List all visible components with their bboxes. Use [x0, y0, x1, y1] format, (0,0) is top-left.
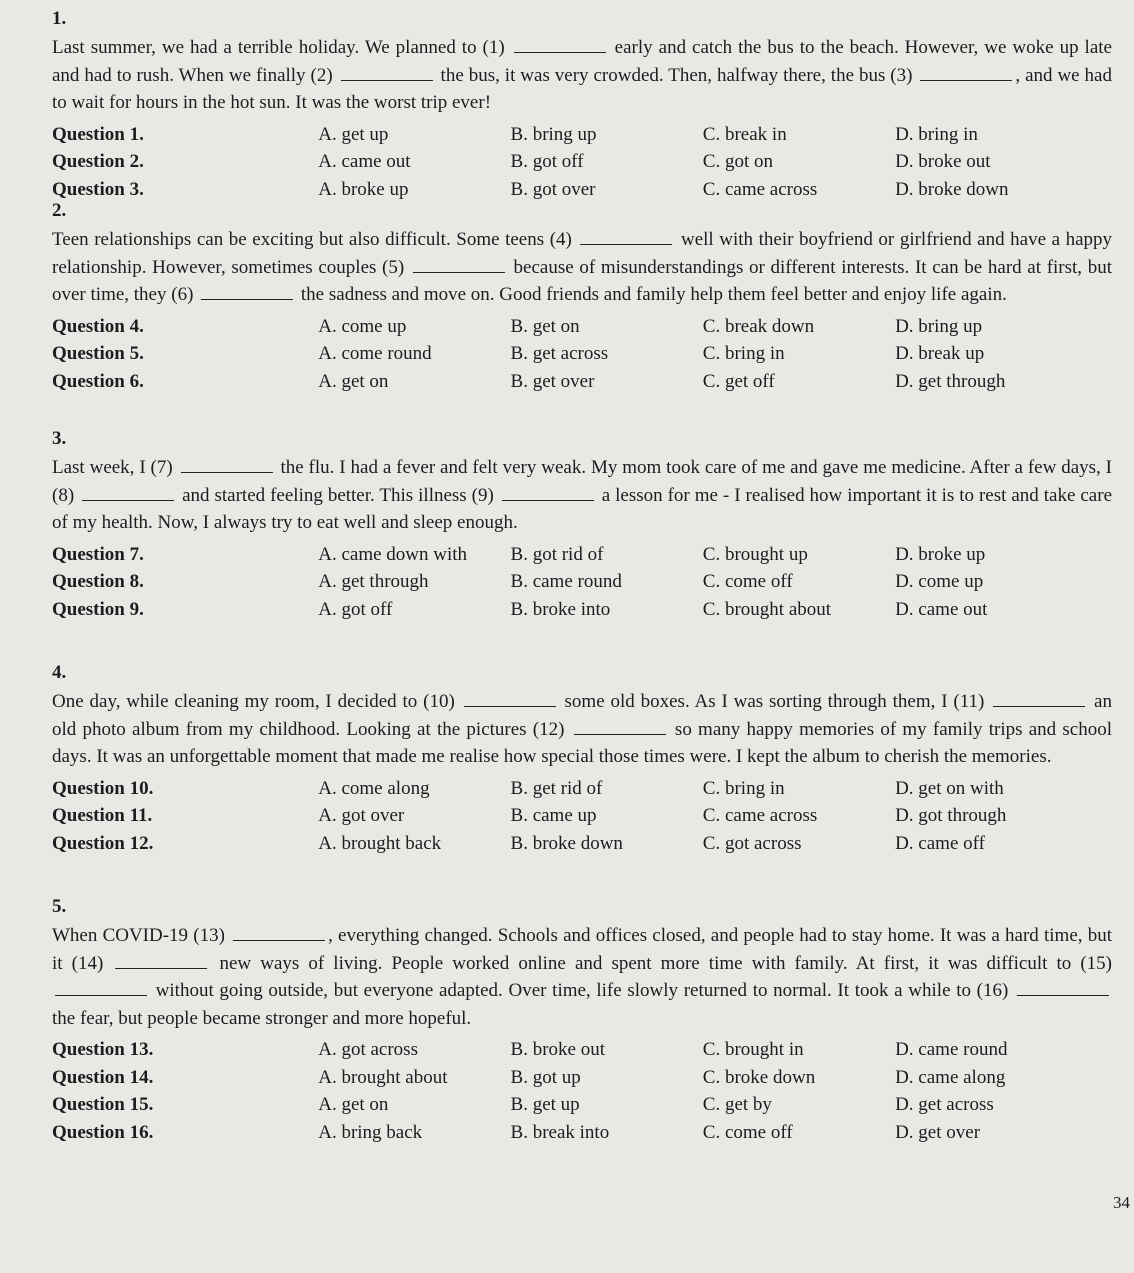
- answer-blank: [341, 64, 433, 81]
- answer-blank: [514, 36, 606, 53]
- option-b: B. get up: [510, 1094, 580, 1115]
- option-b: B. got over: [510, 178, 596, 200]
- option-c: C. bring in: [702, 343, 785, 364]
- question-row: [52, 568, 1112, 596]
- option-b: B. broke out: [510, 1039, 605, 1060]
- option-d: D. broke up: [895, 543, 986, 565]
- question-row: [52, 596, 1112, 624]
- option-a: A. get on: [318, 1094, 389, 1115]
- passage: Last summer, we had a terrible holiday. We planned to (1) early and catch the bus to the beach. However, we woke up late and had to rush. When we finally (2) the bus, it was very crowded. Then, halfway there, the bus (3) , and we had to wait for hours in the hot sun. It was the worst trip ever!: [52, 37, 1112, 113]
- question-row: [52, 368, 1112, 396]
- option-c: C. brought about: [702, 598, 832, 620]
- question-label: Question 3.: [52, 178, 144, 200]
- option-d: D. bring up: [895, 315, 983, 337]
- option-c: C. came across: [702, 178, 818, 200]
- question-row: [52, 340, 1112, 368]
- option-d: D. get over: [895, 1121, 981, 1143]
- answer-blank: [920, 64, 1012, 81]
- option-a: A. bring back: [318, 1121, 423, 1143]
- question-row: [52, 1119, 1112, 1147]
- option-b: B. get on: [510, 315, 580, 337]
- question-row: [52, 1064, 1112, 1092]
- option-c: C. got across: [702, 832, 802, 854]
- question-label: Question 5.: [52, 343, 144, 364]
- option-c: C. break down: [702, 315, 815, 337]
- answer-blank: [115, 952, 207, 969]
- question-label: Question 7.: [52, 543, 144, 565]
- option-c: C. come off: [702, 571, 793, 592]
- option-d: D. get across: [895, 1094, 994, 1115]
- option-c: C. break in: [702, 123, 787, 145]
- answer-blank: [574, 718, 666, 735]
- question-label: Question 16.: [52, 1121, 154, 1143]
- question-row: [52, 121, 1112, 149]
- option-b: B. came round: [510, 571, 622, 592]
- option-d: D. came round: [895, 1039, 1008, 1060]
- question-row: [52, 148, 1112, 176]
- option-b: B. got up: [510, 1066, 581, 1088]
- option-d: D. came along: [895, 1066, 1006, 1088]
- question-row: [52, 541, 1112, 569]
- page-number: 34: [1113, 1193, 1130, 1212]
- option-b: B. got rid of: [510, 543, 604, 565]
- option-d: D. came off: [895, 832, 985, 854]
- passage: When COVID-19 (13) , everything changed. Schools and offices closed, and people had to stay home. It was a hard time, but it (14) new ways of living. People worked online and spent more time with family. At first, it was difficult to (15) without going outside, but everyone adapted. Over time, life slowly returned to normal. It took a while to (16) the fear, but people became stronger and more hopeful.: [52, 925, 1112, 1029]
- section-number: 2.: [52, 200, 67, 221]
- passage: Last week, I (7) the flu. I had a fever and felt very weak. My mom took care of me and gave me medicine. After a few days, I (8) and started feeling better. This illness (9) a lesson for me - I realised how important it is to rest and take care of my health. Now, I always try to eat well and sleep enough.: [52, 457, 1113, 533]
- option-c: C. bring in: [702, 777, 785, 799]
- option-b: B. broke into: [510, 598, 611, 620]
- option-d: D. come up: [895, 571, 984, 592]
- question-label: Question 14.: [52, 1066, 154, 1088]
- option-b: B. got off: [510, 151, 584, 172]
- section-2: [52, 200, 1112, 395]
- section-number: 1.: [52, 8, 67, 29]
- option-b: B. came up: [510, 805, 597, 826]
- section-1: [52, 8, 1112, 203]
- answer-blank: [502, 484, 594, 501]
- option-b: B. bring up: [510, 123, 597, 145]
- answer-blank: [181, 456, 273, 473]
- section-4: [52, 662, 1112, 857]
- question-label: Question 10.: [52, 777, 154, 799]
- question-row: [52, 775, 1112, 803]
- question-row: [52, 1091, 1112, 1119]
- section-number: 3.: [52, 428, 67, 449]
- option-a: A. broke up: [318, 178, 409, 200]
- question-label: Question 1.: [52, 123, 144, 145]
- option-a: A. got over: [318, 805, 405, 826]
- option-c: C. come off: [702, 1121, 793, 1143]
- question-row: [52, 1036, 1112, 1064]
- section-5: [52, 896, 1112, 1146]
- option-a: A. come round: [318, 343, 432, 364]
- question-label: Question 15.: [52, 1094, 154, 1115]
- option-d: D. broke out: [895, 151, 991, 172]
- option-c: C. came across: [702, 805, 818, 826]
- option-a: A. come along: [318, 777, 430, 799]
- question-row: [52, 802, 1112, 830]
- option-a: A. came down with: [318, 543, 468, 565]
- option-a: A. brought back: [318, 832, 442, 854]
- answer-blank: [1017, 979, 1109, 996]
- question-label: Question 12.: [52, 832, 154, 854]
- option-b: B. broke down: [510, 832, 623, 854]
- passage: Teen relationships can be exciting but also difficult. Some teens (4) well with their boyfriend or girlfriend and have a happy relationship. However, sometimes couples (5) because of misunderstandings or different interests. It can be hard at first, but over time, they (6) the sadness and move on. Good friends and family help them feel better and enjoy life again.: [52, 229, 1113, 305]
- question-label: Question 11.: [52, 805, 153, 826]
- option-c: C. get off: [702, 370, 775, 392]
- section-number: 5.: [52, 896, 67, 917]
- answer-blank: [464, 690, 556, 707]
- question-label: Question 4.: [52, 315, 144, 337]
- answer-blank: [201, 283, 293, 300]
- option-a: A. get on: [318, 370, 389, 392]
- question-label: Question 9.: [52, 598, 144, 620]
- answer-blank: [82, 484, 174, 501]
- option-a: A. got across: [318, 1039, 418, 1060]
- option-b: B. get rid of: [510, 777, 603, 799]
- section-number: 4.: [52, 662, 67, 683]
- question-label: Question 6.: [52, 370, 144, 392]
- option-a: A. got off: [318, 598, 393, 620]
- option-d: D. break up: [895, 343, 985, 364]
- option-c: C. brought in: [702, 1039, 804, 1060]
- option-b: B. get across: [510, 343, 609, 364]
- answer-blank: [413, 256, 505, 273]
- option-b: B. break into: [510, 1121, 610, 1143]
- option-d: D. came out: [895, 598, 988, 620]
- passage: One day, while cleaning my room, I decided to (10) some old boxes. As I was sorting through them, I (11) an old photo album from my childhood. Looking at the pictures (12) so many happy memories of my family trips and school days. It was an unforgettable moment that made me realise how special those times were. I kept the album to cherish the memories.: [52, 691, 1113, 767]
- answer-blank: [55, 979, 147, 996]
- option-a: A. get up: [318, 123, 389, 145]
- option-d: D. broke down: [895, 178, 1009, 200]
- option-a: A. brought about: [318, 1066, 448, 1088]
- option-d: D. got through: [895, 805, 1007, 826]
- answer-blank: [993, 690, 1085, 707]
- option-c: C. broke down: [702, 1066, 816, 1088]
- option-d: D. bring in: [895, 123, 978, 145]
- option-d: D. get on with: [895, 777, 1004, 799]
- option-a: A. come up: [318, 315, 407, 337]
- question-row: [52, 313, 1112, 341]
- question-label: Question 8.: [52, 571, 144, 592]
- answer-blank: [233, 924, 325, 941]
- option-a: A. came out: [318, 151, 411, 172]
- option-c: C. got on: [702, 151, 773, 172]
- question-row: [52, 176, 1112, 204]
- section-3: [52, 428, 1112, 623]
- question-label: Question 2.: [52, 151, 144, 172]
- option-d: D. get through: [895, 370, 1006, 392]
- question-label: Question 13.: [52, 1039, 154, 1060]
- option-c: C. brought up: [702, 543, 808, 565]
- option-b: B. get over: [510, 370, 595, 392]
- question-row: [52, 830, 1112, 858]
- option-c: C. get by: [702, 1094, 772, 1115]
- option-a: A. get through: [318, 571, 429, 592]
- answer-blank: [580, 228, 672, 245]
